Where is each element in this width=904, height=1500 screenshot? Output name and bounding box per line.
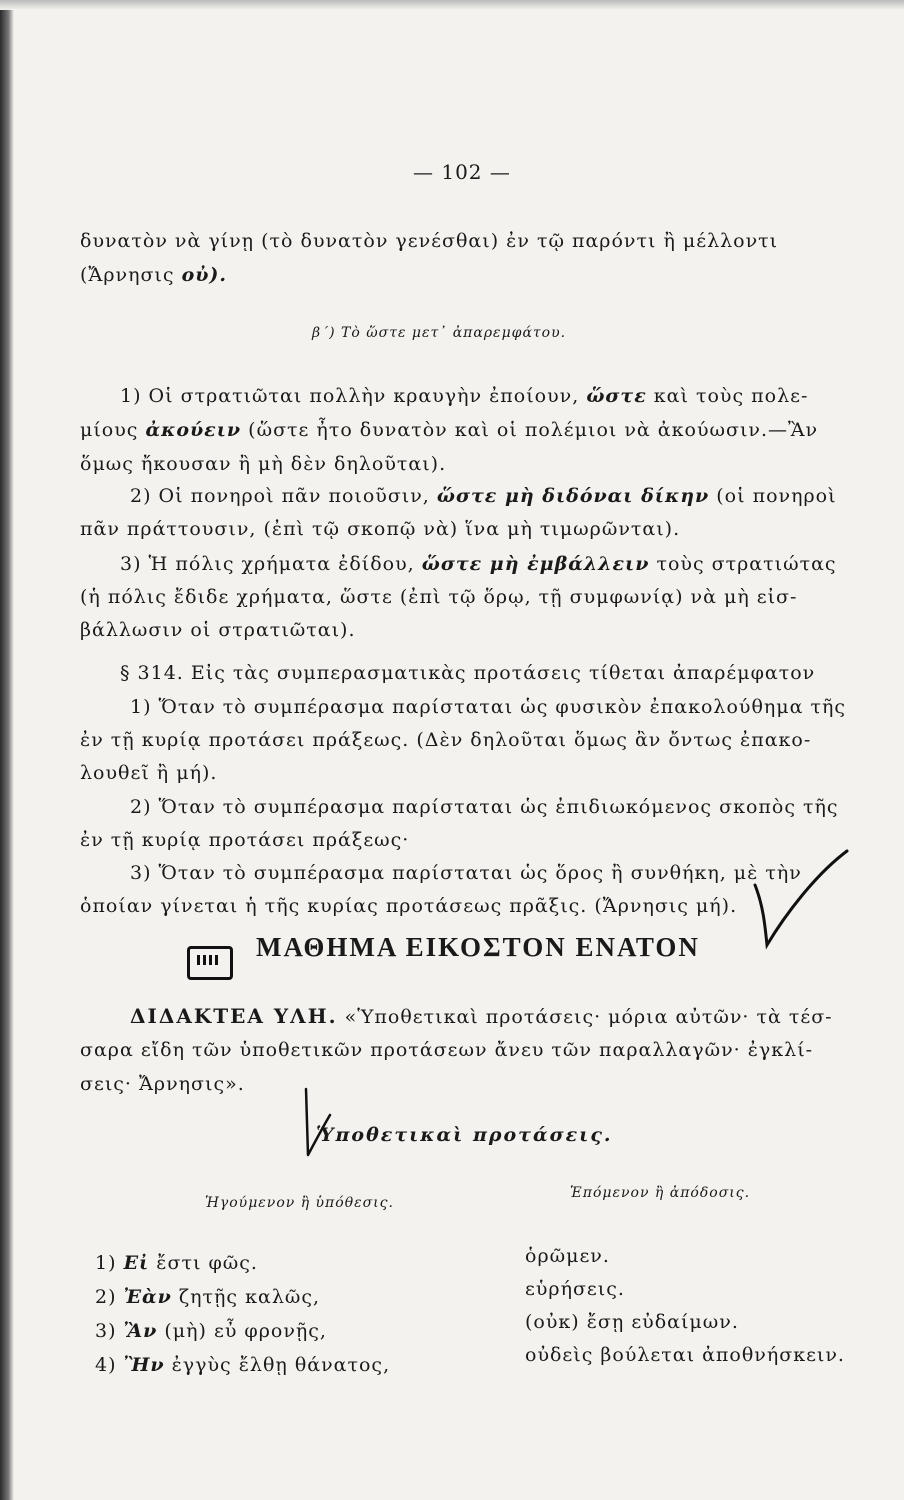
- didaktea-line-3: σεις· Ἄρνησις».: [80, 1073, 245, 1095]
- row-apodosis: εὑρήσεις.: [525, 1278, 625, 1300]
- row-apodosis: (οὐκ) ἔσῃ εὐδαίμων.: [525, 1311, 739, 1333]
- row-number: 1): [95, 1252, 117, 1274]
- row-number: 4): [95, 1354, 117, 1376]
- didaktea-label: ΔΙΔΑΚΤΕΑ ΥΛΗ.: [130, 1004, 338, 1028]
- example-emphasis: ἀκούειν: [145, 419, 242, 441]
- didaktea-line-2: σαρα εἴδη τῶν ὑποθετικῶν προτάσεων ἄνευ τῶν παραλλαγῶν· ἐγκλί-: [80, 1039, 814, 1061]
- rule-1-line-3: λουθεῖ ἢ μή).: [80, 762, 218, 784]
- row-particle: Εἰ: [123, 1252, 150, 1274]
- row-protasis: ἐγγὺς ἔλθῃ θάνατος,: [171, 1354, 391, 1376]
- row-particle: Ἐὰν: [123, 1286, 172, 1308]
- example-1-line-1: [120, 383, 808, 409]
- handwritten-check-mark: [745, 845, 855, 955]
- example-3-line-3: βάλλωσιν οἱ στρατιῶται).: [80, 619, 356, 641]
- row-protasis: ἔστι φῶς.: [156, 1252, 258, 1274]
- row-protasis: ζητῇς καλῶς,: [178, 1286, 321, 1308]
- example-emphasis: ὥστε μὴ ἐμβάλλειν: [421, 553, 650, 575]
- example-emphasis: ὥστε: [586, 385, 647, 407]
- example-1-line-2: [80, 417, 818, 443]
- row-apodosis: οὐδεὶς βούλεται ἀποθνήσκειν.: [525, 1344, 845, 1366]
- example-text: τοὺς στρατιώτας: [649, 553, 837, 575]
- section-title: Ὑποθετικαὶ προτάσεις.: [316, 1124, 613, 1146]
- example-text: (οἱ πονηροὶ: [709, 485, 837, 507]
- subheading: β΄) Τὸ ὥστε μετ᾽ ἀπαρεμφάτου.: [312, 325, 567, 341]
- rule-2-line-2: ἐν τῇ κυρίᾳ προτάσει πράξεως·: [80, 829, 410, 851]
- example-2-line-1: [130, 483, 837, 509]
- rule-1-line-1: 1) Ὅταν τὸ συμπέρασμα παρίσταται ὡς φυσικὸν ἐπακολούθημα τῆς: [130, 696, 847, 718]
- continuation-line-1: δυνατὸν νὰ γίνῃ (τὸ δυνατὸν γενέσθαι) ἐν τῷ παρόντι ἢ μέλλοντι: [80, 230, 779, 252]
- rule-1-line-2: ἐν τῇ κυρίᾳ προτάσει πράξεως. (Δὲν δηλοῦται ὅμως ἂν ὄντως ἐπακο-: [80, 729, 812, 751]
- row-particle: Ἂν: [123, 1320, 158, 1342]
- row-particle: Ἢν: [123, 1354, 165, 1376]
- example-text: καὶ τοὺς πολε-: [646, 385, 809, 407]
- example-3-line-2: (ἡ πόλις ἔδιδε χρήματα, ὥστε (ἐπὶ τῷ ὅρῳ, τῇ συμφωνίᾳ) νὰ μὴ εἰσ-: [80, 586, 798, 608]
- continuation-line-2: [80, 262, 227, 288]
- column-header-protasis: Ἡγούμενον ἢ ὑπόθεσις.: [205, 1195, 394, 1211]
- continuation-text: (Ἄρνησις: [80, 264, 182, 286]
- row-number: 2): [95, 1286, 117, 1308]
- lesson-title: ΜΑΘΗΜΑ ΕΙΚΟΣΤΟΝ ΕΝΑΤΟΝ: [256, 932, 700, 962]
- column-header-apodosis: Ἑπόμενον ἢ ἀπόδοσις.: [570, 1185, 751, 1201]
- negation-emphasis: οὐ).: [181, 264, 228, 286]
- example-text: 1) Οἱ στρατιῶται πολλὴν κραυγὴν ἐποίουν,: [120, 385, 587, 407]
- section-314-intro: § 314. Εἰς τὰς συμπερασματικὰς προτάσεις τίθεται ἀπαρέμφατον: [120, 662, 816, 684]
- example-text: 2) Οἱ πονηροὶ πᾶν ποιοῦσιν,: [130, 485, 437, 507]
- example-emphasis: ὥστε μὴ διδόναι δίκην: [436, 485, 710, 507]
- example-1-line-3: ὅμως ἤκουσαν ἢ μὴ δὲν δηλοῦται).: [80, 453, 447, 475]
- table-row: [95, 1284, 320, 1310]
- pointing-hand-icon: [187, 946, 233, 980]
- table-row: [95, 1352, 390, 1378]
- page-number: — 102 —: [413, 160, 511, 184]
- row-apodosis: ὁρῶμεν.: [525, 1245, 610, 1267]
- example-text: (ὥστε ἦτο δυνατὸν καὶ οἱ πολέμιοι νὰ ἀκούωσιν.—Ἂν: [241, 419, 819, 441]
- example-3-line-1: [120, 551, 837, 577]
- example-2-line-2: πᾶν πράττουσιν, (ἐπὶ τῷ σκοπῷ νὰ) ἵνα μὴ τιμωρῶνται).: [80, 518, 681, 540]
- table-row: [95, 1250, 258, 1276]
- rule-3-line-1: 3) Ὅταν τὸ συμπέρασμα παρίσταται ὡς ὅρος ἢ συνθήκη, μὲ τὴν: [130, 862, 802, 884]
- didaktea-line-1: [130, 1003, 833, 1030]
- row-number: 3): [95, 1320, 117, 1342]
- table-row: [95, 1318, 327, 1344]
- didaktea-text: «Ὑποθετικαὶ προτάσεις· μόρια αὐτῶν· τὰ τέσ-: [344, 1006, 833, 1028]
- rule-3-line-2: ὁποίαν γίνεται ἡ τῆς κυρίας προτάσεως πρᾶξις. (Ἄρνησις μή).: [80, 895, 738, 917]
- example-text: μίους: [80, 419, 146, 441]
- example-text: 3) Ἡ πόλις χρήματα ἐδίδου,: [120, 553, 422, 575]
- row-protasis: (μὴ) εὖ φρονῇς,: [164, 1320, 327, 1342]
- rule-2-line-1: 2) Ὅταν τὸ συμπέρασμα παρίσταται ὡς ἐπιδιωκόμενος σκοπὸς τῆς: [130, 796, 839, 818]
